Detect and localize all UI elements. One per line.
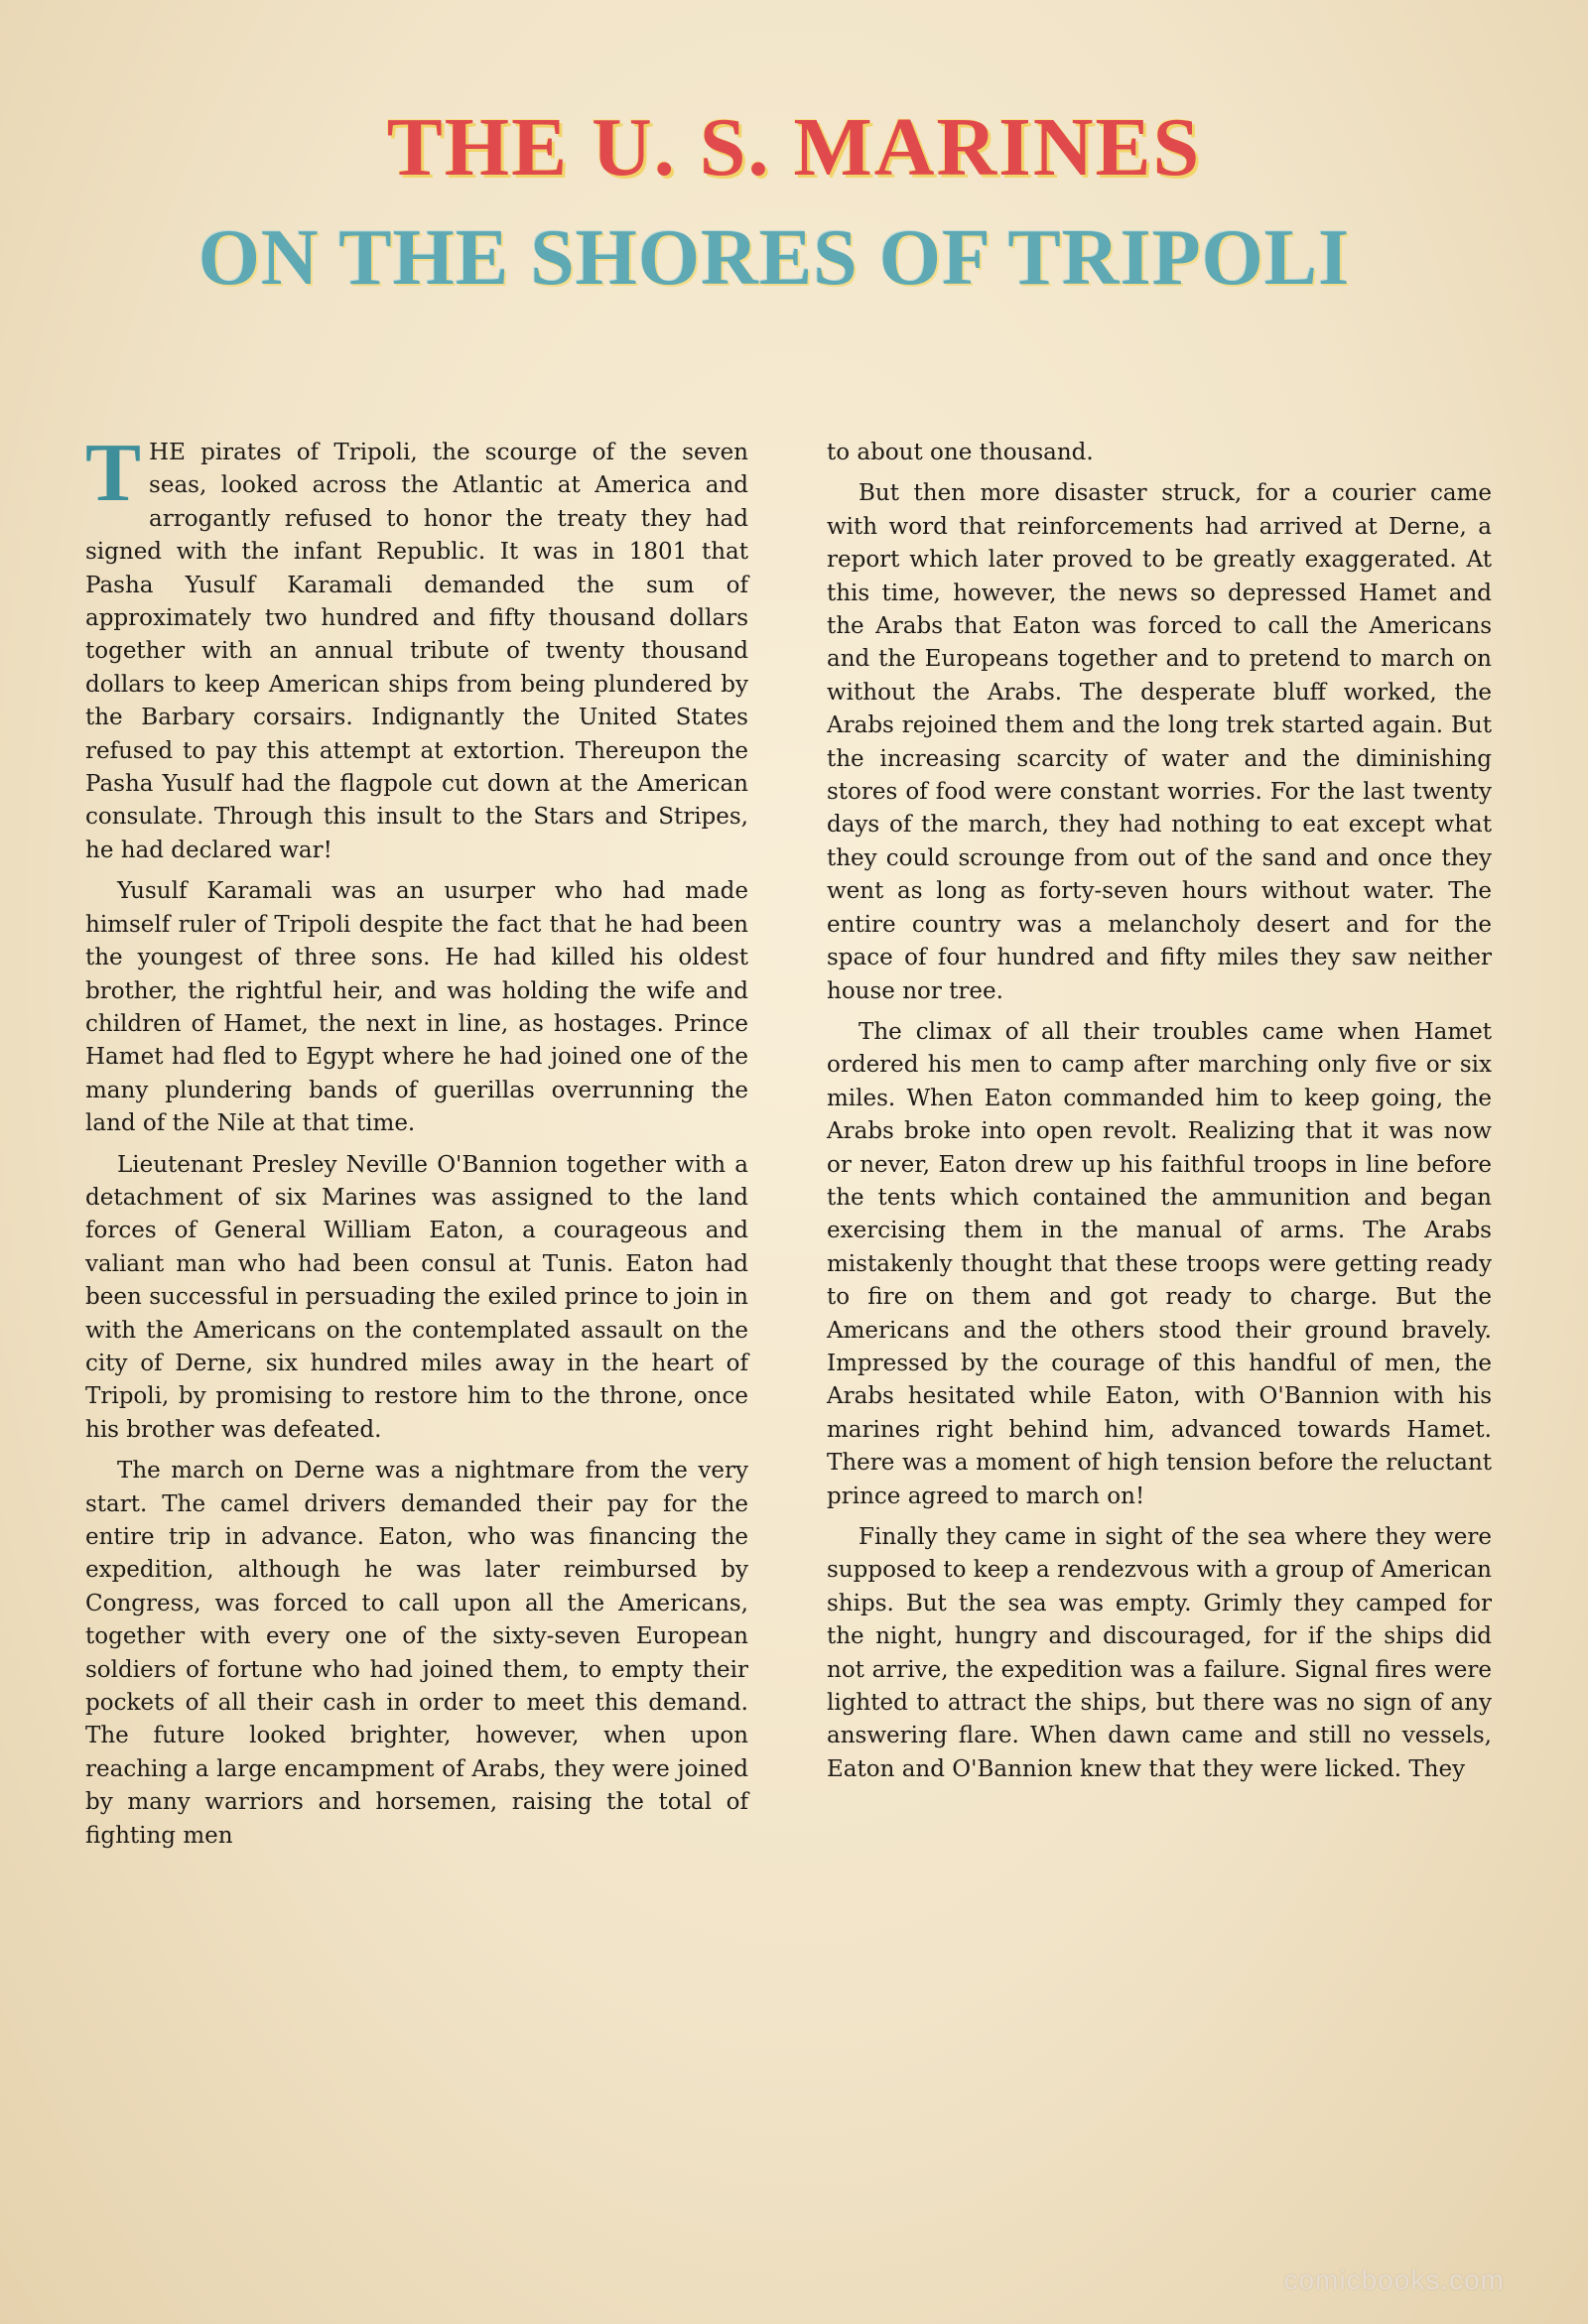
right-column	[827, 437, 1492, 1794]
left-paragraph-4: The march on Derne was a nightmare from the very start. The camel drivers demanded their pay for the entire trip in advance. Eaton, who was financing the expedition, although he was later reimbursed by Congress, was forced to call upon all the Americans, together with every one of the sixty-seven European soldiers of fortune who had joined them, to empty their pockets of all their cash in order to meet this demand. The future looked brighter, however, when upon reaching a large encampment of Arabs, they were joined by many warriors and horsemen, raising the total of fighting men	[85, 1458, 748, 1849]
left-paragraph-3: Lieutenant Presley Neville O'Bannion together with a detachment of six Marines was assigned to the land forces of General William Eaton, a courageous and valiant man who had been consul at Tunis. Eaton had been successful in persuading the exiled prince to join in with the Americans on the contemplated assault on the city of Derne, six hundred miles away in the heart of Tripoli, by promising to restore him to the throne, once his brother was defeated.	[85, 1151, 748, 1443]
title-line-1: THE U. S. MARINES	[386, 101, 1202, 194]
right-paragraph-3: The climax of all their troubles came when Hamet ordered his men to camp after marching only five or six miles. When Eaton commanded him to keep going, the Arabs broke into open revolt. Realizing that it was now or never, Eaton drew up his faithful troops in line before the tents which contained the ammunition and began exercising them in the manual of arms. The Arabs mistakenly thought that these troops were getting ready to fire on them and got ready to charge. But the Americans and the others stood their ground bravely. Impressed by the courage of this handful of men, the Arabs hesitated while Eaton, with O'Bannion with his marines right behind him, advanced towards Hamet. There was a moment of high tension before the reluctant prince agreed to march on!	[827, 1018, 1492, 1509]
right-paragraph-1: to about one thousand.	[827, 440, 1094, 465]
left-column	[85, 427, 748, 1861]
drop-cap: T	[85, 427, 142, 519]
left-paragraph-1	[85, 427, 748, 867]
right-paragraph-4: Finally they came in sight of the sea where they were supposed to keep a rendezvous with a group of American ships. But the sea was empty. Grimly they camped for the night, hungry and discouraged, for if the ships did not arrive, the expedition was a failure. Signal fires were lighted to attract the ships, but there was no sign of any answering flare. When dawn came and still no vessels, Eaton and O'Bannion knew that they were licked. They	[827, 1524, 1492, 1782]
watermark: comicbooks.com	[1283, 2264, 1505, 2295]
right-paragraph-2: But then more disaster struck, for a courier came with word that reinforcements had arrived at Derne, a report which later proved to be greatly exaggerated. At this time, however, the news so depressed Hamet and the Arabs that Eaton was forced to call the Americans and the Europeans together and to pretend to march on without the Arabs. The desperate bluff worked, the Arabs rejoined them and the long trek started again. But the increasing scarcity of water and the diminishing stores of food were constant worries. For the last twenty days of the march, they had nothing to eat except what they could scrounge from out of the sand and once they went as long as forty-seven hours without water. The entire country was a melancholy desert and for the space of four hundred and fifty miles they saw neither house nor tree.	[827, 480, 1492, 1004]
left-paragraph-2: Yusulf Karamali was an usurper who had made himself ruler of Tripoli despite the fact that he had been the youngest of three sons. He had killed his oldest brother, the rightful heir, and was holding the wife and children of Hamet, the next in line, as hostages. Prince Hamet had fled to Egypt where he had joined one of the many plundering bands of guerillas overrunning the land of the Nile at that time.	[85, 878, 748, 1137]
left-paragraph-1-text: HE pirates of Tripoli, the scourge of the seven seas, looked across the Atlantic at America and arrogantly refused to honor the treaty they had signed with the infant Republic. It was in 1801 that Pasha Yusulf Karamali demanded the sum of approximately two hundred and fifty thousand dollars together with an annual tribute of twenty thousand dollars to keep American ships from being plundered by the Barbary corsairs. Indignantly the United States refused to pay this attempt at extortion. Thereupon the Pasha Yusulf had the flagpole cut down at the American consulate. Through this insult to the Stars and Stripes, he had declared war!	[85, 440, 748, 863]
title-line-2: ON THE SHORES OF TRIPOLI	[198, 214, 1351, 302]
